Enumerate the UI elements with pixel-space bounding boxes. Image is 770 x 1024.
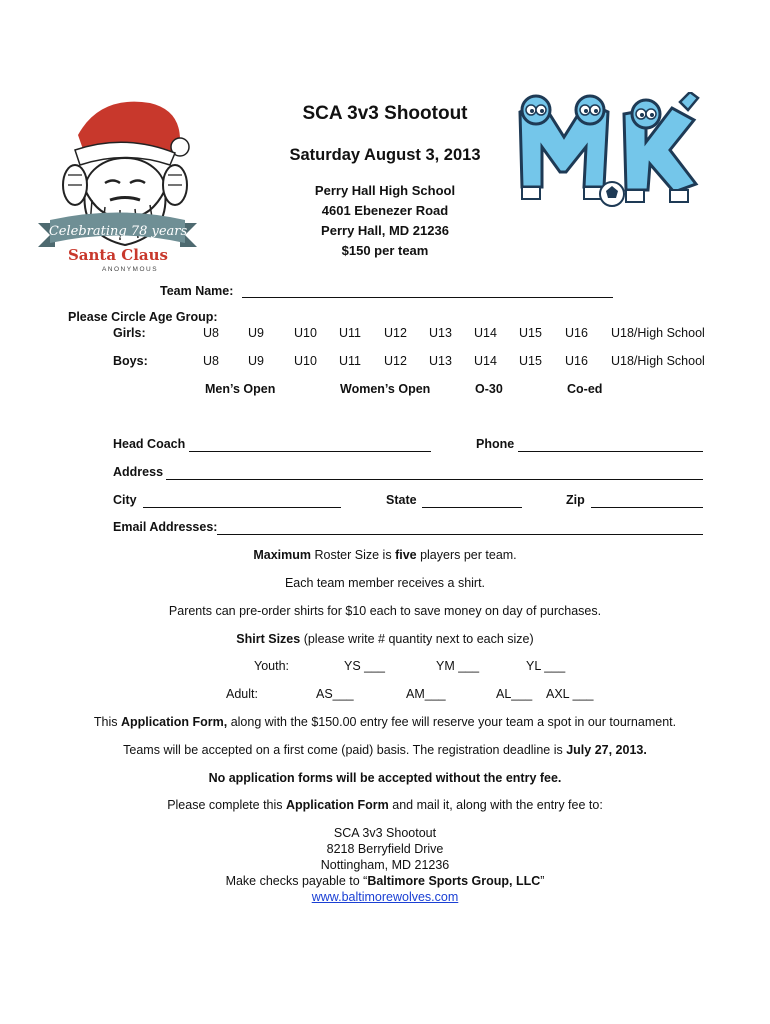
adult-size-am[interactable]: AM___ xyxy=(406,687,446,701)
city-field[interactable] xyxy=(143,507,341,508)
svg-text:ANONYMOUS: ANONYMOUS xyxy=(101,266,159,273)
phone-field[interactable] xyxy=(518,451,703,452)
state-label: State xyxy=(386,493,417,507)
boys-age-option[interactable]: U8 xyxy=(203,354,219,368)
shirt-sizes-line: Shirt Sizes (please write # quantity next to each size) xyxy=(236,632,534,646)
girls-age-option[interactable]: U12 xyxy=(384,326,407,340)
girls-age-option[interactable]: U18/High School xyxy=(611,326,705,340)
mailing-city: Nottingham, MD 21236 xyxy=(320,858,450,872)
head-coach-label: Head Coach xyxy=(113,437,186,451)
no-forms-line: No application forms will be accepted without the entry fee. xyxy=(208,771,562,785)
division-womens-open[interactable]: Women’s Open xyxy=(340,382,431,396)
girls-age-option[interactable]: U11 xyxy=(339,326,362,340)
youth-size-ym[interactable]: YM ___ xyxy=(436,659,480,673)
boys-age-option[interactable]: U13 xyxy=(429,354,452,368)
girls-age-option[interactable]: U13 xyxy=(429,326,452,340)
boys-age-option[interactable]: U10 xyxy=(294,354,317,368)
venue-name: Perry Hall High School xyxy=(314,183,456,198)
zip-label: Zip xyxy=(566,493,585,507)
shirt-line: Each team member receives a shirt. xyxy=(284,576,486,590)
adult-size-axl[interactable]: AXL ___ xyxy=(546,687,594,701)
zip-field[interactable] xyxy=(591,507,703,508)
city-label: City xyxy=(113,493,137,507)
adult-label: Adult: xyxy=(226,687,258,701)
phone-label: Phone xyxy=(476,437,515,451)
state-field[interactable] xyxy=(422,507,522,508)
boys-label: Boys: xyxy=(113,354,148,368)
head-coach-field[interactable] xyxy=(189,451,431,452)
deadline-line: Teams will be accepted on a first come (paid) basis. The registration deadline is July 27, 2013. xyxy=(123,743,647,757)
team-name-field[interactable] xyxy=(242,297,613,298)
website-link[interactable]: www.baltimorewolves.com xyxy=(311,890,459,904)
venue-city: Perry Hall, MD 21236 xyxy=(321,223,449,238)
svg-text:Celebrating 78 years: Celebrating 78 years xyxy=(48,224,188,239)
email-field[interactable] xyxy=(217,534,703,535)
division-coed[interactable]: Co-ed xyxy=(567,382,603,396)
youth-label: Youth: xyxy=(254,659,289,673)
girls-age-option[interactable]: U10 xyxy=(294,326,317,340)
division-mens-open[interactable]: Men’s Open xyxy=(205,382,276,396)
team-name-label: Team Name: xyxy=(160,284,234,298)
adult-size-as[interactable]: AS___ xyxy=(316,687,354,701)
venue-street: 4601 Ebenezer Road xyxy=(321,203,449,218)
boys-age-option[interactable]: U12 xyxy=(384,354,407,368)
boys-age-option[interactable]: U9 xyxy=(248,354,264,368)
checks-payable-line: Make checks payable to “Baltimore Sports Group, LLC” xyxy=(225,874,545,888)
boys-age-option[interactable]: U15 xyxy=(519,354,542,368)
boys-age-option[interactable]: U18/High School xyxy=(611,354,705,368)
adult-size-al[interactable]: AL___ xyxy=(496,687,533,701)
girls-age-option[interactable]: U8 xyxy=(203,326,219,340)
roster-size-line: Maximum Roster Size is five players per team. xyxy=(253,548,517,562)
girls-age-option[interactable]: U9 xyxy=(248,326,264,340)
event-title: SCA 3v3 Shootout xyxy=(302,103,468,124)
division-o30[interactable]: O-30 xyxy=(475,382,503,396)
boys-age-option[interactable]: U14 xyxy=(474,354,497,368)
girls-label: Girls: xyxy=(113,326,146,340)
application-form-line: This Application Form, along with the $150.00 entry fee will reserve your team a spot in our tournament. xyxy=(93,715,677,729)
boys-age-option[interactable]: U11 xyxy=(339,354,362,368)
girls-age-option[interactable]: U16 xyxy=(565,326,588,340)
preorder-line: Parents can pre-order shirts for $10 each to save money on day of purchases. xyxy=(168,604,602,618)
age-group-label: Please Circle Age Group: xyxy=(68,310,218,324)
mailing-name: SCA 3v3 Shootout xyxy=(333,826,437,840)
girls-age-option[interactable]: U14 xyxy=(474,326,497,340)
youth-size-yl[interactable]: YL ___ xyxy=(526,659,566,673)
boys-age-option[interactable]: U16 xyxy=(565,354,588,368)
team-fee: $150 per team xyxy=(341,243,429,258)
girls-age-option[interactable]: U15 xyxy=(519,326,542,340)
mail-instructions-line: Please complete this Application Form and mail it, along with the entry fee to: xyxy=(167,798,603,812)
address-field[interactable] xyxy=(166,479,703,480)
address-label: Address xyxy=(113,465,164,479)
youth-size-ys[interactable]: YS ___ xyxy=(344,659,386,673)
email-label: Email Addresses: xyxy=(113,520,218,534)
event-date: Saturday August 3, 2013 xyxy=(289,146,481,164)
mailing-street: 8218 Berryfield Drive xyxy=(326,842,444,856)
website-link-wrap xyxy=(0,890,770,904)
svg-text:Santa Claus: Santa Claus xyxy=(67,246,169,264)
